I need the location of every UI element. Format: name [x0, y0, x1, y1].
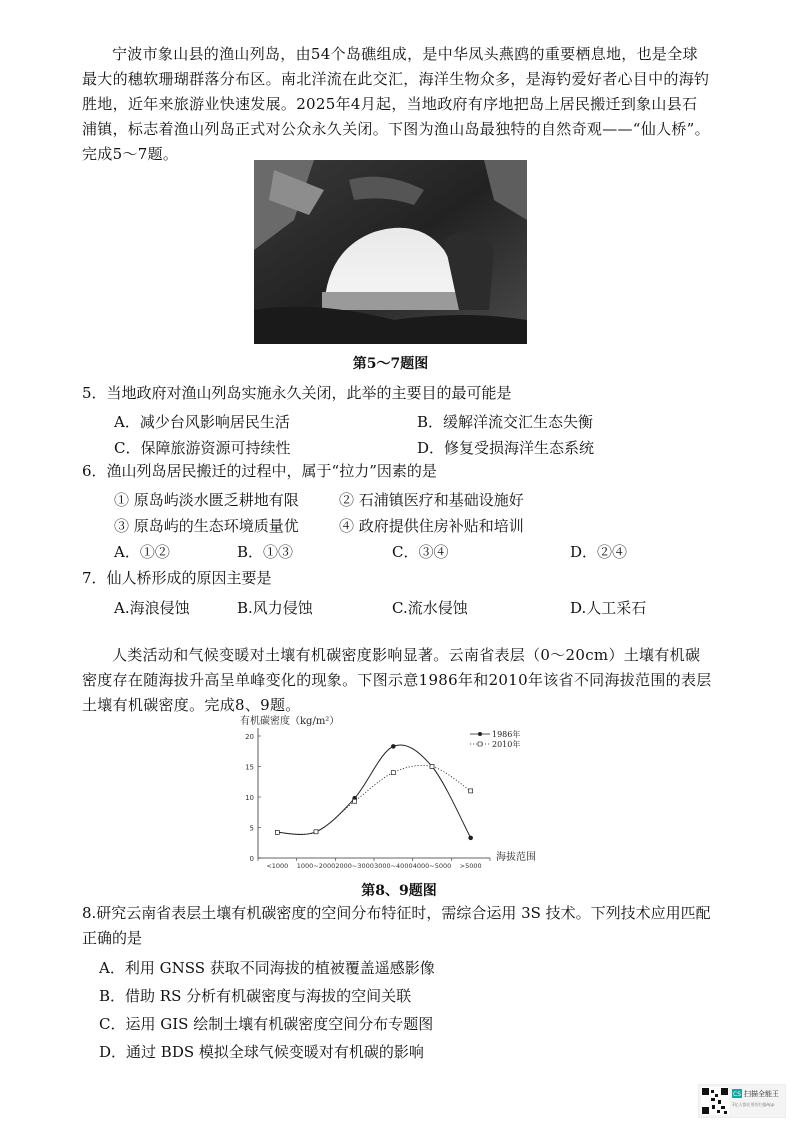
y-tick-label: 5	[249, 824, 254, 833]
legend-marker	[478, 732, 482, 736]
question-8-stem: 8.研究云南省表层土壤有机碳密度的空间分布特征时，需综合运用 3S 技术。下列技术应用匹配正确的是	[82, 904, 711, 947]
question-7-stem: 7．仙人桥形成的原因主要是	[82, 569, 272, 587]
soil-carbon-chart	[234, 712, 564, 880]
legend-marker	[478, 742, 482, 746]
data-point	[391, 771, 395, 775]
q7-option-b: B.风力侵蚀	[237, 599, 313, 617]
data-point	[353, 799, 357, 803]
x-tick-label: 1000~2000	[296, 862, 336, 870]
q5-option-d: D．修复受损海洋生态系统	[417, 439, 595, 457]
series-line-1	[277, 765, 470, 834]
x-tick-label: 3000~4000	[374, 862, 413, 870]
q8-option-b: B．借助 RS 分析有机碳密度与海拔的空间关联	[99, 987, 412, 1005]
qr-code-icon	[701, 1087, 729, 1115]
y-tick-label: 15	[245, 763, 254, 772]
q8-option-c: C．运用 GIS 绘制土壤有机碳密度空间分布专题图	[99, 1015, 434, 1033]
svg-text:扫描全能王: 扫描全能王	[744, 1090, 779, 1098]
passage-1: 宁波市象山县的渔山列岛，由54个岛礁组成，是中华凤头燕鸥的重要栖息地，也是全球最大的穗软珊瑚群落分布区。南北洋流在此交汇，海洋生物众多，是海钓爱好者心目中的海钓胜地，近年来旅游业快速发展。2025年4月起，当地政府有序地把岛上居民搬迁到象山县石浦镇，标志着渔山列岛正式对公众永久关闭。下图为渔山岛最独特的自然奇观——“仙人桥”。完成5～7题。	[82, 45, 710, 163]
q7-option-c: C.流水侵蚀	[392, 599, 468, 617]
q6-option-d: D．②④	[570, 543, 628, 561]
q7-option-d: D.人工采石	[570, 599, 647, 617]
data-point	[275, 830, 279, 834]
data-point	[391, 744, 396, 749]
q5-option-c: C．保障旅游资源可持续性	[114, 439, 291, 457]
y-tick-label: 0	[249, 855, 254, 863]
q5-option-b: B．缓解洋流交汇生态失衡	[417, 413, 594, 431]
data-point	[469, 789, 473, 793]
q6-item-2: ② 石浦镇医疗和基础设施好	[339, 491, 524, 509]
passage-2: 人类活动和气候变暖对土壤有机碳密度影响显著。云南省表层（0～20cm）土壤有机碳密度存在随海拔升高呈单峰变化的现象。下图示意1986年和2010年该省不同海拔范围的表层土壤有机碳密度。完成8、9题。	[82, 646, 712, 714]
figure-1-caption: 第5～7题图	[352, 356, 429, 372]
q7-option-a: A.海浪侵蚀	[114, 599, 190, 617]
y-tick-label: 20	[245, 733, 254, 741]
svg-text:3亿人都在用的扫描App: 3亿人都在用的扫描App	[732, 1102, 775, 1107]
chart-ylabel: 有机碳密度（kg/m²）	[240, 716, 340, 727]
y-tick-label: 10	[245, 794, 254, 802]
x-tick-label: <1000	[266, 862, 289, 870]
q6-item-3: ③ 原岛屿的生态环境质量优	[114, 517, 299, 535]
q8-option-d: D．通过 BDS 模拟全球气候变暖对有机碳的影响	[99, 1043, 424, 1061]
data-point	[430, 765, 434, 769]
svg-text:CS: CS	[733, 1091, 741, 1098]
question-6-stem: 6．渔山列岛居民搬迁的过程中，属于“拉力”因素的是	[82, 462, 437, 480]
q6-option-a: A．①②	[114, 543, 170, 561]
legend-label: 2010年	[492, 740, 521, 749]
x-tick-label: >5000	[459, 862, 482, 870]
chart-xlabel: 海拔范围	[496, 852, 536, 863]
q5-option-a: A．减少台风影响居民生活	[114, 413, 290, 431]
q6-item-1: ① 原岛屿淡水匮乏耕地有限	[114, 491, 299, 509]
x-tick-label: 2000~3000	[335, 862, 374, 870]
data-point	[468, 836, 473, 841]
series-line-0	[277, 745, 470, 838]
figure-2-caption: 第8、9题图	[361, 883, 437, 899]
legend-label: 1986年	[492, 730, 521, 739]
q8-option-a: A．利用 GNSS 获取不同海拔的植被覆盖遥感影像	[99, 959, 435, 977]
x-tick-label: 4000~5000	[412, 862, 452, 870]
question-5-stem: 5．当地政府对渔山列岛实施永久关闭，此举的主要目的最可能是	[82, 384, 512, 402]
q6-option-c: C．③④	[392, 543, 449, 561]
scanner-app-badge	[698, 1084, 786, 1118]
data-point	[314, 830, 318, 834]
sea-arch-photo	[254, 160, 527, 344]
q6-item-4: ④ 政府提供住房补贴和培训	[339, 517, 524, 535]
q6-option-b: B．①③	[237, 543, 294, 561]
